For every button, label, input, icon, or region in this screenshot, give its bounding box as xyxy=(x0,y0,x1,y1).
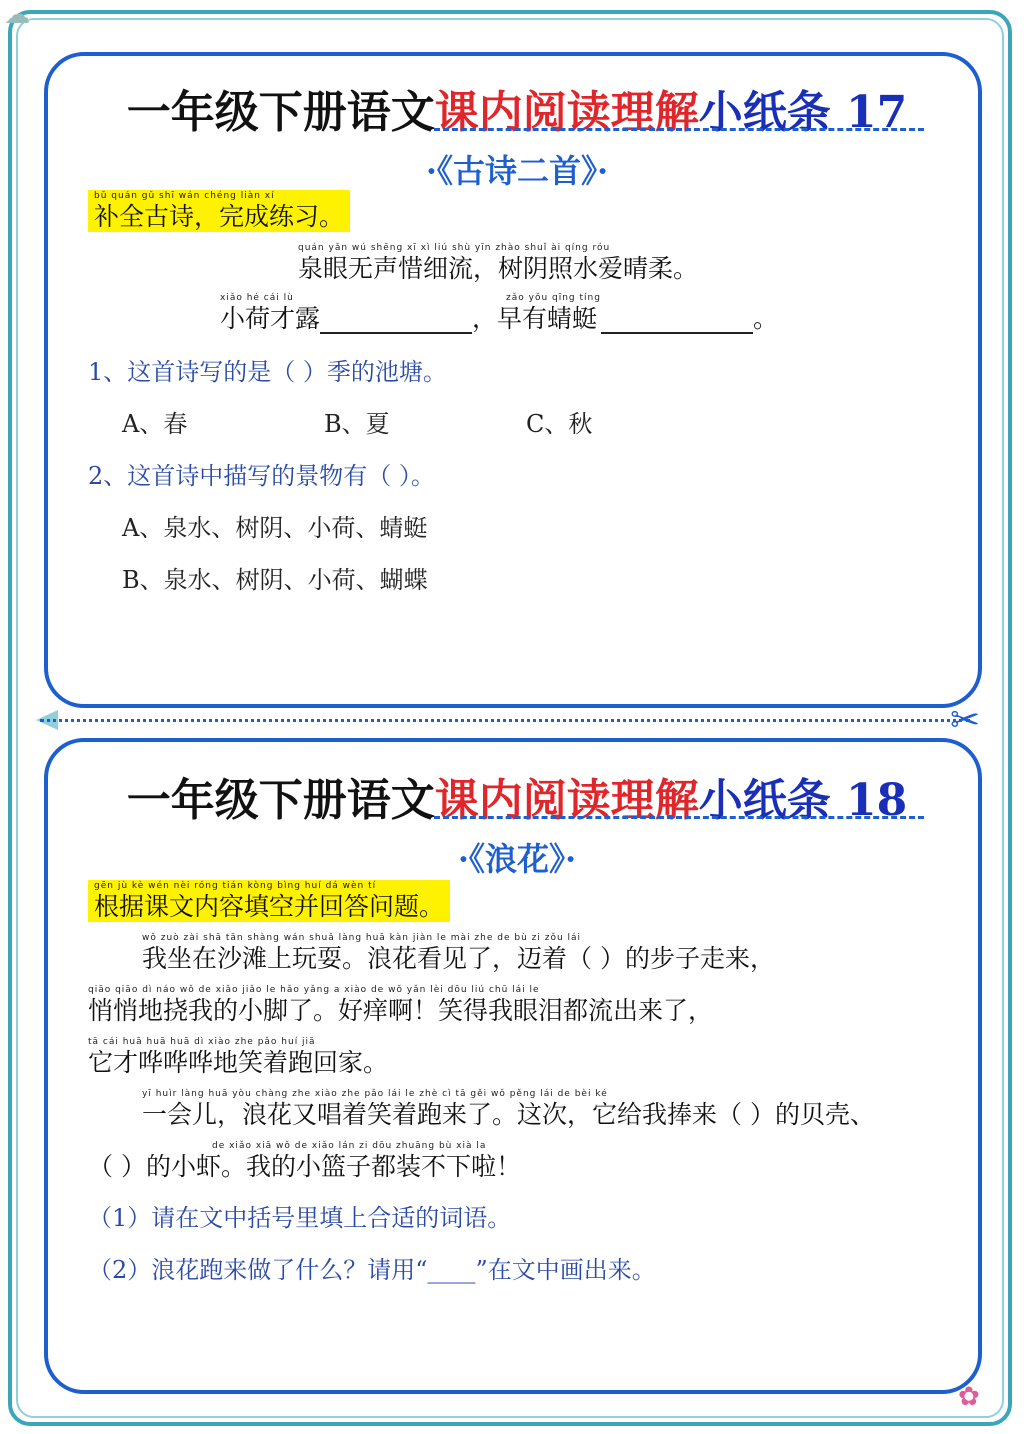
instruction-pinyin: gēn jù kè wén nèi róng tián kòng bìng huí dá wèn tí xyxy=(94,881,377,891)
instruction-pinyin: bǔ quán gǔ shī wán chéng liàn xí xyxy=(94,191,275,201)
instruction-highlight xyxy=(88,190,350,232)
title-part-note: 小纸条 xyxy=(698,775,831,826)
passage-line-2 xyxy=(88,984,713,1026)
poem-line-2 xyxy=(220,292,778,334)
title-part-grade: 一年级下册语文 xyxy=(126,775,435,826)
passage-line-2-pinyin: qiāo qiāo dì náo wǒ de xiǎo jiǎo le hǎo yǎng a xiào de wǒ yǎn lèi dōu liú chū lái le xyxy=(88,985,540,995)
poem-line-2b-pinyin: zǎo yǒu qīng tíng xyxy=(506,293,601,303)
poem-line-1-text: 泉眼无声惜细流，树阴照水爱晴柔。 xyxy=(298,254,699,283)
question-1: （1）请在文中括号里填上合适的词语。 xyxy=(88,1204,512,1232)
passage-line-3-text: 它才哗哗哗地笑着跑回家。 xyxy=(88,1048,389,1077)
worksheet-card-17 xyxy=(44,52,982,708)
poem-blank-2[interactable] xyxy=(601,308,753,334)
passage-line-1-pinyin: wǒ zuò zài shā tān shàng wán shuǎ làng huā kàn jiàn le mài zhe de bù zi zǒu lái xyxy=(142,933,582,943)
question-2: 2、这首诗中描写的景物有（ ）。 xyxy=(88,462,435,490)
q1-option-a[interactable]: A、春 xyxy=(122,410,188,438)
poem-line-2b-text: ，早有蜻蜓 xyxy=(472,304,598,333)
poem-line-1 xyxy=(298,242,698,284)
passage-line-4 xyxy=(142,1088,875,1130)
q2-option-b[interactable]: B、泉水、树阴、小荷、蝴蝶 xyxy=(122,566,428,594)
passage-line-3-pinyin: tā cái huā huā huā dì xiào zhe pǎo huí jiā xyxy=(88,1037,316,1047)
title-number: 18 xyxy=(846,775,908,826)
poem-line-2-end: 。 xyxy=(752,304,778,333)
poem-line-1-pinyin: quán yǎn wú shēng xī xì liú shù yīn zhào shuǐ ài qíng róu xyxy=(298,243,611,253)
title-part-note: 小纸条 xyxy=(698,87,831,138)
passage-line-5 xyxy=(88,1140,521,1182)
worksheet-card-18 xyxy=(44,738,982,1394)
passage-line-5-pinyin: de xiǎo xiā wǒ de xiǎo lán zi dōu zhuāng bù xià la xyxy=(212,1141,487,1151)
instruction-highlight xyxy=(88,880,450,922)
poem-line-2a-pinyin: xiǎo hé cái lù xyxy=(220,293,294,303)
passage-line-5-text: （ ）的小虾。我的小篮子都装不下啦！ xyxy=(88,1152,521,1181)
title-number: 17 xyxy=(846,87,908,138)
title-underline xyxy=(434,128,924,131)
passage-line-4-text: 一会儿，浪花又唱着笑着跑来了。这次，它给我捧来（ ）的贝壳、 xyxy=(142,1100,875,1129)
passage-line-1-text: 我坐在沙滩上玩耍。浪花看见了，迈着（ ）的步子走来， xyxy=(142,944,775,973)
title-part-reading: 课内阅读理解 xyxy=(434,775,699,826)
cloud-icon: ☁ xyxy=(4,0,30,30)
title-part-reading: 课内阅读理解 xyxy=(434,87,699,138)
q1-option-c[interactable]: C、秋 xyxy=(526,410,593,438)
question-2: （2）浪花跑来做了什么？请用“____”在文中画出来。 xyxy=(88,1256,656,1284)
scissors-icon: ✂ xyxy=(950,700,981,741)
title-underline xyxy=(434,816,924,819)
lesson-subtitle: ·《浪花》· xyxy=(457,840,577,878)
q1-option-b[interactable]: B、夏 xyxy=(324,410,390,438)
passage-line-2-text: 悄悄地挠我的小脚了。好痒啊！笑得我眼泪都流出来了， xyxy=(88,996,714,1025)
q2-option-a[interactable]: A、泉水、树阴、小荷、蜻蜓 xyxy=(122,514,428,542)
cut-line xyxy=(40,719,970,722)
passage-line-3 xyxy=(88,1036,388,1078)
passage-line-1 xyxy=(142,932,775,974)
title-part-grade: 一年级下册语文 xyxy=(126,87,435,138)
instruction-text: 根据课文内容填空并回答问题。 xyxy=(94,892,445,921)
poem-blank-1[interactable] xyxy=(320,308,472,334)
flowers-icon: ✿ xyxy=(958,1382,980,1412)
poem-line-2a-text: 小荷才露 xyxy=(220,304,321,333)
passage-line-4-pinyin: yī huìr làng huā yòu chàng zhe xiào zhe pǎo lái le zhè cì tā gěi wǒ pěng lái de bèi ké xyxy=(142,1089,608,1099)
question-1: 1、这首诗写的是（ ）季的池塘。 xyxy=(88,358,447,386)
instruction-text: 补全古诗，完成练习。 xyxy=(94,202,345,231)
lesson-subtitle: ·《古诗二首》· xyxy=(425,152,609,190)
